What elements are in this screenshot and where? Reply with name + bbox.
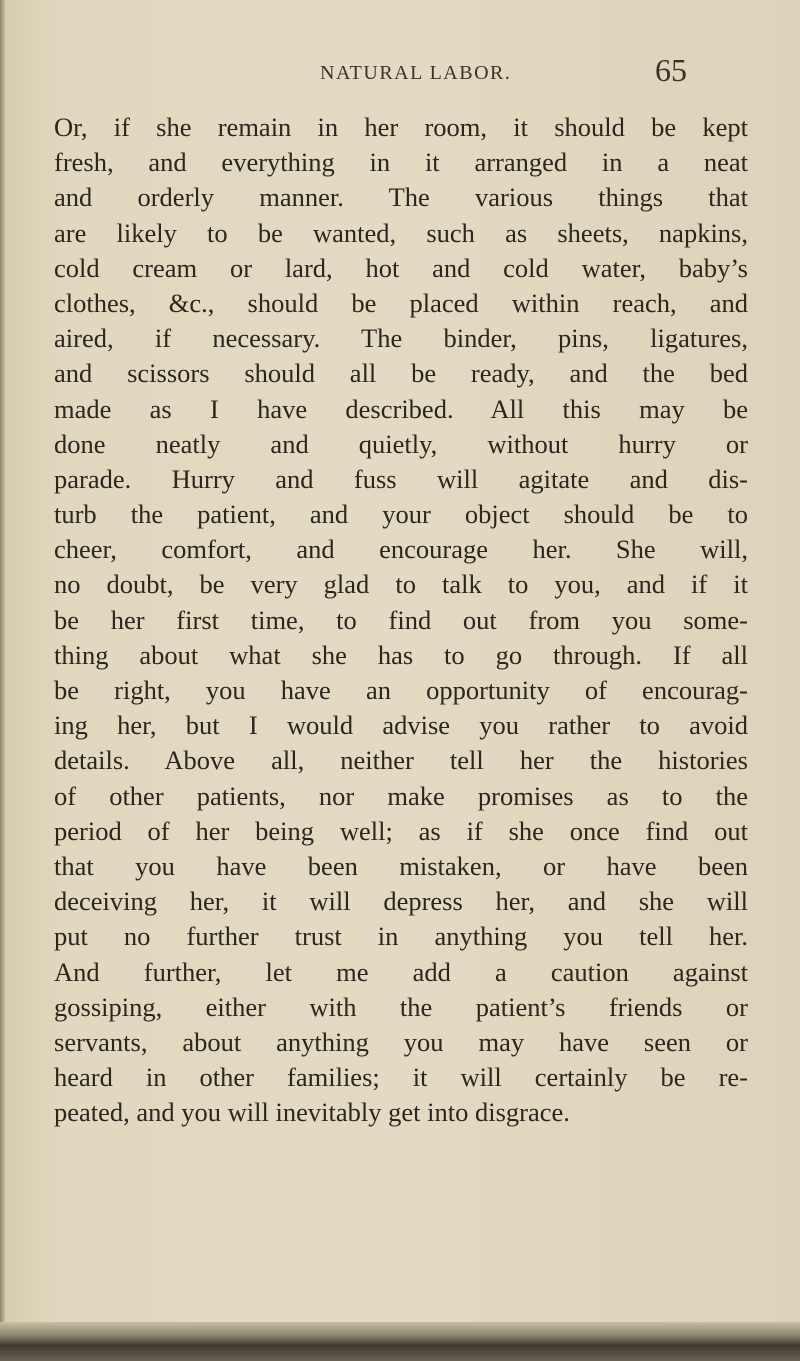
text-line: And further, let me add a caution against xyxy=(54,956,748,987)
text-line: be her first time, to find out from you some- xyxy=(54,604,748,635)
text-line: fresh, and everything in it arranged in a neat xyxy=(54,147,748,178)
text-line: parade. Hurry and fuss will agitate and dis- xyxy=(54,463,748,494)
text-line: are likely to be wanted, such as sheets, napkins, xyxy=(54,217,748,248)
page-number: 65 xyxy=(655,52,687,88)
text-line: put no further trust in anything you tell her. xyxy=(54,921,748,952)
text-line: made as I have described. All this may be xyxy=(54,393,748,424)
text-line: heard in other families; it will certainly be re- xyxy=(54,1062,748,1093)
text-line: deceiving her, it will depress her, and she will xyxy=(54,886,748,917)
text-line: ing her, but I would advise you rather to avoid xyxy=(54,710,748,741)
text-line: aired, if necessary. The binder, pins, ligatures, xyxy=(54,323,748,354)
text-line: peated, and you will inevitably get into disgrace. xyxy=(54,1097,570,1128)
text-line: Or, if she remain in her room, it should be kept xyxy=(54,112,748,142)
text-line: servants, about anything you may have seen or xyxy=(54,1026,748,1057)
page-binding-edge xyxy=(0,0,5,1361)
text-line: and scissors should all be ready, and the bed xyxy=(54,358,748,389)
text-line: cheer, comfort, and encourage her. She will, xyxy=(54,534,748,565)
running-head-title: NATURAL LABOR. xyxy=(320,62,512,84)
running-head xyxy=(0,52,800,92)
text-line: and orderly manner. The various things that xyxy=(54,182,748,213)
text-line: done neatly and quietly, without hurry or xyxy=(54,428,748,459)
text-line: of other patients, nor make promises as to the xyxy=(54,780,748,811)
page-bottom-edge xyxy=(0,1322,800,1361)
text-line: period of her being well; as if she once find out xyxy=(54,815,748,846)
body-text xyxy=(54,110,748,1130)
text-line: that you have been mistaken, or have been xyxy=(54,850,748,881)
text-line: gossiping, either with the patient’s friends or xyxy=(54,991,748,1022)
text-line: no doubt, be very glad to talk to you, and if it xyxy=(54,569,748,600)
text-line: be right, you have an opportunity of encourag- xyxy=(54,675,748,705)
text-line: details. Above all, neither tell her the histories xyxy=(54,745,748,776)
text-line: cold cream or lard, hot and cold water, baby’s xyxy=(54,252,748,283)
text-line: clothes, &c., should be placed within reach, and xyxy=(54,287,748,318)
text-line: thing about what she has to go through. If all xyxy=(54,639,748,670)
text-line: turb the patient, and your object should be to xyxy=(54,499,748,530)
